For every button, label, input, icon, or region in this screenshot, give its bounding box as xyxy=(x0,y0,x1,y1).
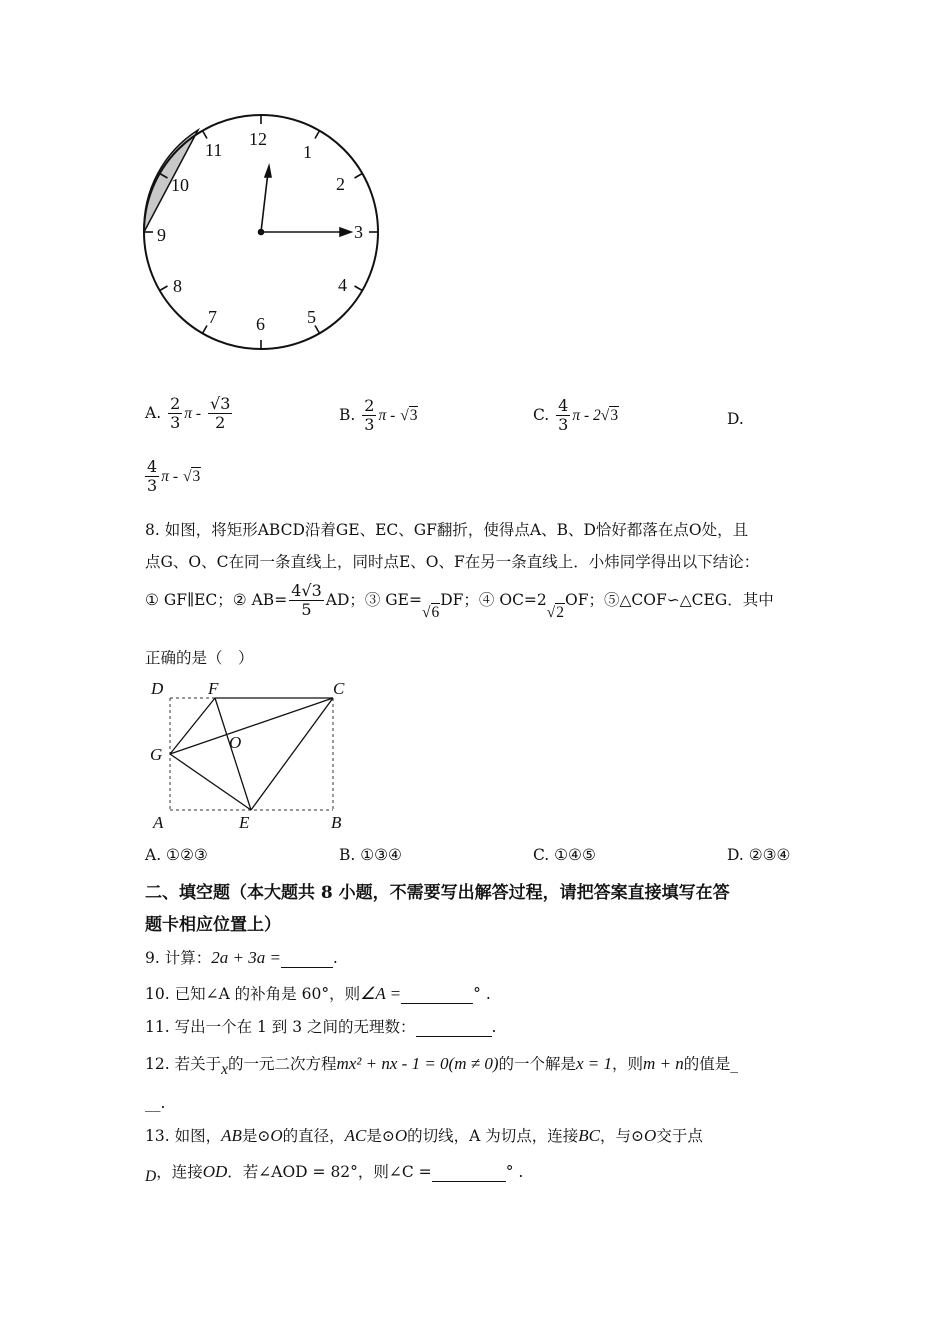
section-title-line2: 题卡相应位置上） xyxy=(145,915,281,935)
denominator: 3 xyxy=(147,476,158,496)
conclusion-1: ① GF∥EC；② AB= xyxy=(145,590,288,609)
q12-line2: __. xyxy=(145,1094,166,1112)
option-label: B. xyxy=(339,405,356,424)
clock-number-10: 10 xyxy=(171,175,189,195)
numerator: 4√3 xyxy=(291,581,322,600)
q9-prefix: 9. 计算： xyxy=(145,949,212,967)
sqrt: √3 xyxy=(600,406,619,424)
segment-bc: BC xyxy=(578,1126,601,1145)
rectangle-fold-diagram xyxy=(145,676,365,836)
q12-equation: mx² + nx - 1 = 0(m ≠ 0) xyxy=(336,1054,499,1073)
q13-l1c: 的直径， xyxy=(282,1127,345,1145)
numerator: 4 xyxy=(558,396,569,415)
q7-option-d-label[interactable]: D. xyxy=(727,410,744,428)
q13-l2b: ．若∠AOD = 82°，则∠C = xyxy=(227,1163,432,1181)
q13-line2 xyxy=(145,1160,523,1186)
q7-option-b[interactable] xyxy=(339,397,418,435)
q8-line1: 8. 如图，将矩形ABCD沿着GE、EC、GF翻折，使得点A、B、D恰好都落在点O处，且 xyxy=(145,521,749,539)
q8-line2: 点G、O、C在同一条直线上，同时点E、O、F在另一条直线上．小炜同学得出以下结论： xyxy=(145,553,760,571)
clock-number-5: 5 xyxy=(307,307,316,327)
radicand: 3 xyxy=(192,467,201,485)
clock-number-1: 1 xyxy=(303,142,312,162)
q9 xyxy=(145,946,338,968)
q12-mn: m + n xyxy=(643,1054,684,1073)
fraction xyxy=(145,458,159,496)
q13-l1g: 交于点 xyxy=(656,1127,703,1145)
clock-number-7: 7 xyxy=(208,307,217,327)
answer-blank[interactable] xyxy=(416,1018,492,1037)
pi-term: π - xyxy=(378,406,396,424)
q13-l1d: 是⊙ xyxy=(366,1127,395,1145)
denominator: 3 xyxy=(170,413,181,433)
q12-solution: x = 1 xyxy=(576,1054,613,1073)
option-label: A. xyxy=(145,403,162,422)
answer-blank[interactable] xyxy=(432,1163,506,1182)
section-title-line1: 二、填空题（本大题共 8 小题，不需要写出解答过程，请把答案直接填写在答 xyxy=(145,883,730,903)
point-d: D xyxy=(145,1168,157,1185)
conclusion-4: OF；⑤△COF∽△CEG．其中 xyxy=(565,590,774,609)
answer-blank[interactable] xyxy=(281,949,333,968)
fraction xyxy=(168,395,182,433)
sqrt: √6 xyxy=(421,603,440,621)
clock-number-11: 11 xyxy=(205,140,223,160)
pi-term: π - xyxy=(184,404,202,422)
clock-number-6: 6 xyxy=(256,314,265,334)
q8-option-d[interactable]: D. ②③④ xyxy=(727,846,791,864)
q12-variable: x xyxy=(221,1061,228,1078)
segment-od: OD xyxy=(202,1162,228,1181)
q12-mid2: 的一个解是 xyxy=(498,1055,576,1073)
sqrt: √3 xyxy=(400,406,418,424)
q11 xyxy=(145,1015,496,1037)
numerator: 2 xyxy=(364,396,375,415)
q10-prefix: 10. 已知∠A 的补角是 60°，则 xyxy=(145,985,361,1003)
fraction xyxy=(362,397,376,435)
pi-term: π - xyxy=(161,467,178,485)
point-label-d: D xyxy=(151,679,164,698)
q9-suffix: . xyxy=(332,949,338,967)
q10-suffix: ° . xyxy=(473,985,491,1003)
clock-number-8: 8 xyxy=(173,276,182,296)
denominator: 3 xyxy=(558,415,569,435)
fold-lines xyxy=(170,698,333,810)
q10-expression: ∠A = xyxy=(360,984,402,1003)
q8-conclusions xyxy=(145,582,774,622)
q13-line1 xyxy=(145,1124,703,1146)
segment-ab: AB xyxy=(221,1126,242,1145)
q8-option-a[interactable]: A. ①②③ xyxy=(145,846,208,864)
sqrt: √2 xyxy=(546,603,565,621)
clock-number-4: 4 xyxy=(338,275,347,295)
segment-ac: AC xyxy=(344,1126,367,1145)
q7-option-d[interactable] xyxy=(143,458,201,496)
q13-l1b: 是⊙ xyxy=(241,1127,271,1145)
radicand: 3 xyxy=(409,406,418,424)
point-label-c: C xyxy=(333,679,345,698)
q13-l1f: ，与⊙ xyxy=(600,1127,645,1145)
fraction xyxy=(208,395,232,433)
point-label-o: O xyxy=(229,733,242,752)
circle-o: O xyxy=(644,1126,657,1145)
point-label-f: F xyxy=(208,679,219,698)
q11-text: 11. 写出一个在 1 到 3 之间的无理数： xyxy=(145,1018,416,1036)
clock-number-12: 12 xyxy=(249,129,267,149)
radicand: 3 xyxy=(610,406,619,424)
q11-suffix: . xyxy=(491,1018,497,1036)
fraction xyxy=(289,582,324,620)
conclusion-2: AD；③ GE= xyxy=(325,590,422,609)
point-label-e: E xyxy=(239,813,250,832)
radicand: 6 xyxy=(431,603,440,621)
q12-mid3: ，则 xyxy=(612,1055,644,1073)
q13-l1e: 的切线，A 为切点，连接 xyxy=(407,1127,579,1145)
fraction xyxy=(556,397,570,435)
point-label-a: A xyxy=(153,813,164,832)
denominator: 2 xyxy=(215,413,226,433)
q13-l2a: ，连接 xyxy=(156,1163,203,1181)
q8-option-c[interactable]: C. ①④⑤ xyxy=(533,846,596,864)
answer-blank[interactable] xyxy=(401,985,473,1004)
q7-option-c[interactable] xyxy=(533,397,619,435)
clock-number-9: 9 xyxy=(157,225,166,245)
clock-number-2: 2 xyxy=(336,174,345,194)
numerator: √3 xyxy=(210,394,231,413)
numerator: 4 xyxy=(147,457,158,476)
q8-option-b[interactable]: B. ①③④ xyxy=(339,846,402,864)
numerator: 2 xyxy=(170,394,181,413)
option-label: C. xyxy=(533,405,550,424)
sqrt: √3 xyxy=(182,467,201,485)
denominator: 5 xyxy=(301,600,312,620)
q8-line4: 正确的是（ ） xyxy=(145,649,254,667)
circle-o: O xyxy=(270,1126,283,1145)
radicand: 2 xyxy=(556,603,565,621)
pi-term: π - 2 xyxy=(572,406,601,424)
q12-mid1: 的一元二次方程 xyxy=(227,1055,337,1073)
clock-number-3: 3 xyxy=(354,222,363,242)
q7-option-a[interactable] xyxy=(145,395,234,433)
point-label-b: B xyxy=(331,813,342,832)
denominator: 3 xyxy=(364,415,375,435)
q9-expression: 2a + 3a = xyxy=(211,948,281,967)
point-label-g: G xyxy=(150,745,163,764)
q12-prefix: 12. 若关于 xyxy=(145,1055,222,1073)
circle-o: O xyxy=(394,1126,408,1145)
clock-figure xyxy=(135,110,395,365)
q13-l2c: ° . xyxy=(505,1163,524,1181)
q12-suffix: 的值是_ xyxy=(683,1055,739,1073)
rectangle-outline xyxy=(170,698,333,810)
q13-l1a: 13. 如图， xyxy=(145,1127,222,1145)
conclusion-3: DF；④ OC=2 xyxy=(440,590,547,609)
q10 xyxy=(145,982,491,1004)
q12 xyxy=(145,1052,738,1079)
